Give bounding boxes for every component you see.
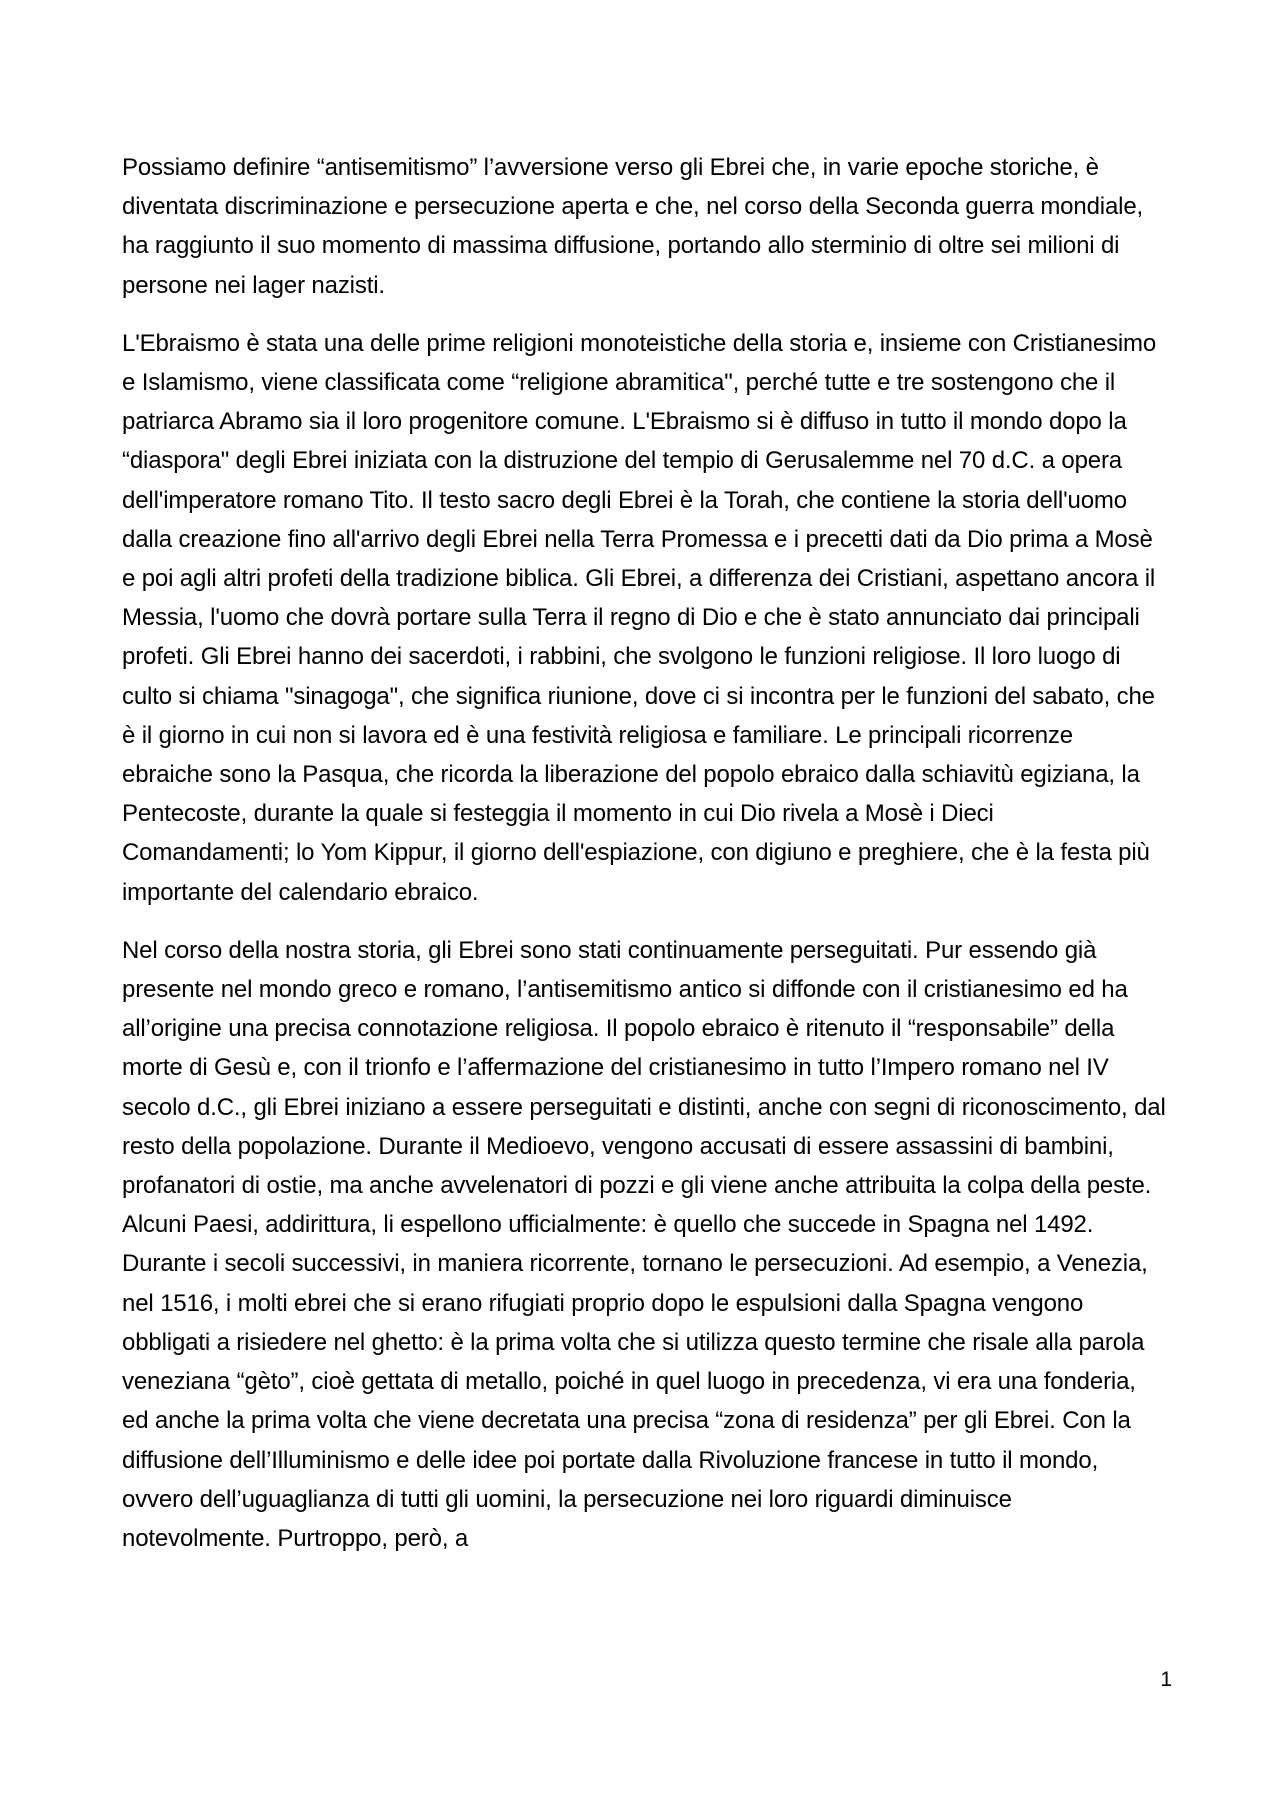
document-body bbox=[122, 148, 1166, 1577]
paragraph-judaism: L'Ebraismo è stata una delle prime religioni monoteistiche della storia e, insieme con Cristianesimo e Islamismo, viene classificata come “religione abramitica", perché tutte e tre sostengono che il patriarca Abramo sia il loro progenitore comune. L'Ebraismo si è diffuso in tutto il mondo dopo la “diaspora" degli Ebrei iniziata con la distruzione del tempio di Gerusalemme nel 70 d.C. a opera dell'imperatore romano Tito. Il testo sacro degli Ebrei è la Torah, che contiene la storia dell'uomo dalla creazione fino all'arrivo degli Ebrei nella Terra Promessa e i precetti dati da Dio prima a Mosè e poi agli altri profeti della tradizione biblica. Gli Ebrei, a differenza dei Cristiani, aspettano ancora il Messia, l'uomo che dovrà portare sulla Terra il regno di Dio e che è stato annunciato dai principali profeti. Gli Ebrei hanno dei sacerdoti, i rabbini, che svolgono le funzioni religiose. Il loro luogo di culto si chiama "sinagoga", che significa riunione, dove ci si incontra per le funzioni del sabato, che è il giorno in cui non si lavora ed è una festività religiosa e familiare. Le principali ricorrenze ebraiche sono la Pasqua, che ricorda la liberazione del popolo ebraico dalla schiavitù egiziana, la Pentecoste, durante la quale si festeggia il momento in cui Dio rivela a Mosè i Dieci Comandamenti; lo Yom Kippur, il giorno dell'espiazione, con digiuno e preghiere, che è la festa più importante del calendario ebraico. bbox=[122, 329, 1157, 906]
paragraph-antisemitism-definition: Possiamo definire “antisemitismo” l’avversione verso gli Ebrei che, in varie epoche storiche, è diventata discriminazione e persecuzione aperta e che, nel corso della Seconda guerra mondiale, ha raggiunto il suo momento di massima diffusione, portando allo sterminio di oltre sei milioni di persone nei lager nazisti. bbox=[122, 154, 1144, 299]
paragraph-persecution-history: Nel corso della nostra storia, gli Ebrei sono stati continuamente perseguitati. Pur essendo già presente nel mondo greco e romano, l’antisemitismo antico si diffonde con il cristianesimo ed ha all’origine una precisa connotazione religiosa. Il popolo ebraico è ritenuto il “responsabile” della morte di Gesù e, con il trionfo e l’affermazione del cristianesimo in tutto l’Impero romano nel IV secolo d.C., gli Ebrei iniziano a essere perseguitati e distinti, anche con segni di riconoscimento, dal resto della popolazione. Durante il Medioevo, vengono accusati di essere assassini di bambini, profanatori di ostie, ma anche avvelenatori di pozzi e gli viene anche attribuita la colpa della peste. Alcuni Paesi, addirittura, li espellono ufficialmente: è quello che succede in Spagna nel 1492. Durante i secoli successivi, in maniera ricorrente, tornano le persecuzioni. Ad esempio, a Venezia, nel 1516, i molti ebrei che si erano rifugiati proprio dopo le espulsioni dalla Spagna vengono obbligati a risiedere nel ghetto: è la prima volta che si utilizza questo termine che risale alla parola veneziana “gèto”, cioè gettata di metallo, poiché in quel luogo in precedenza, vi era una fonderia, ed anche la prima volta che viene decretata una precisa “zona di residenza” per gli Ebrei. Con la diffusione dell’Illuminismo e delle idee poi portate dalla Rivoluzione francese in tutto il mondo, ovvero dell’uguaglianza di tutti gli uomini, la persecuzione nei loro riguardi diminuisce notevolmente. Purtroppo, però, a bbox=[122, 936, 1166, 1552]
page-number: 1 bbox=[1160, 1668, 1172, 1691]
